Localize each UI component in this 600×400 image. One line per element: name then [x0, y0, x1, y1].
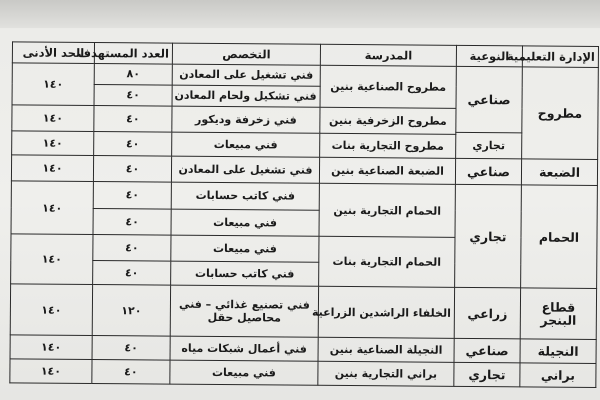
school-cell: الحمام التجارية بنين — [319, 184, 455, 238]
school-cell: الحمام التجارية بنات — [319, 236, 455, 287]
region-cell: الحمام — [521, 185, 598, 289]
header-type: النوعية — [456, 45, 522, 67]
min-cell: ١٤٠ — [10, 284, 92, 335]
min-cell: ١٤٠ — [12, 105, 94, 132]
target-cell: ٤٠ — [94, 131, 172, 156]
type-cell: تجاري — [456, 132, 522, 159]
specialty-cell: فني كاتب حسابات — [171, 182, 319, 209]
school-cell: مطروح التجارية بنات — [320, 133, 456, 158]
region-cell: الضبعة — [521, 159, 597, 186]
page-top-edge — [0, 0, 600, 28]
min-cell: ١٤٠ — [12, 131, 94, 156]
region-cell: براني — [520, 363, 596, 388]
type-cell: صناعي — [456, 66, 523, 132]
min-cell: ١٤٠ — [11, 155, 93, 182]
specialty-cell: فني تشغيل على المعادن — [171, 156, 319, 183]
specialty-cell: فني أعمال شبكات مياه — [170, 336, 318, 361]
specialty-cell: فني كاتب حسابات — [171, 261, 319, 286]
school-cell: الخلفاء الراشدين الزراعية — [318, 287, 454, 338]
header-specialty: التخصص — [172, 43, 320, 65]
target-cell: ٨٠ — [94, 64, 172, 85]
target-cell: ٤٠ — [94, 84, 172, 105]
min-cell: ١٤٠ — [11, 181, 93, 234]
specialty-cell: فني تشغيل على المعادن — [172, 64, 320, 86]
table-row — [10, 284, 596, 339]
target-cell: ٤٠ — [93, 234, 171, 261]
specialty-cell: فني مبيعات — [171, 209, 319, 236]
region-cell: النجيلة — [520, 339, 596, 364]
school-cell: براني التجارية بنين — [318, 361, 454, 386]
region-cell: مطروح — [522, 67, 599, 160]
min-cell: ١٤٠ — [12, 63, 94, 105]
header-min: الحد الأدنى — [12, 42, 94, 64]
target-cell: ٤٠ — [92, 359, 170, 384]
school-cell: الضبعة الصناعية بنين — [319, 157, 455, 184]
min-cell: ١٤٠ — [10, 335, 92, 360]
table-row — [10, 359, 596, 388]
school-cell: مطروح الصناعية بنين — [320, 65, 456, 108]
region-cell: قطاع البنجر — [520, 288, 596, 339]
type-cell: تجاري — [455, 185, 522, 289]
header-target: العدد المستهدف — [94, 43, 172, 65]
target-cell: ٤٠ — [92, 335, 170, 360]
target-cell: ٤٠ — [93, 261, 171, 286]
specialty-cell: فني تشكيل ولحام المعادن — [172, 85, 320, 107]
target-cell: ٤٠ — [94, 105, 172, 132]
header-school: المدرسة — [320, 44, 456, 66]
specialty-cell: فني زخرفة وديكور — [172, 106, 320, 133]
specialty-cell: فني تصنيع غذائي – فني محاصيل حقل — [170, 285, 318, 337]
specialty-cell: فني مبيعات — [170, 360, 318, 385]
target-cell: ٤٠ — [93, 182, 171, 209]
min-cell: ١٤٠ — [11, 234, 93, 285]
specialty-cell: فني مبيعات — [172, 132, 320, 157]
min-cell: ١٤٠ — [10, 359, 92, 384]
target-cell: ٤٠ — [93, 156, 171, 183]
type-cell: صناعي — [454, 338, 520, 363]
target-cell: ١٢٠ — [92, 285, 170, 336]
type-cell: تجاري — [454, 362, 520, 387]
school-cell: النجيلة الصناعية بنين — [318, 337, 454, 362]
header-region: الإدارة التعليمية — [522, 46, 598, 68]
specialty-cell: فني مبيعات — [171, 235, 319, 262]
schools-table — [9, 41, 599, 388]
type-cell: زراعي — [454, 288, 520, 339]
target-cell: ٤٠ — [93, 208, 171, 235]
school-cell: مطروح الزخرفية بنين — [320, 107, 456, 134]
type-cell: صناعي — [455, 158, 521, 185]
